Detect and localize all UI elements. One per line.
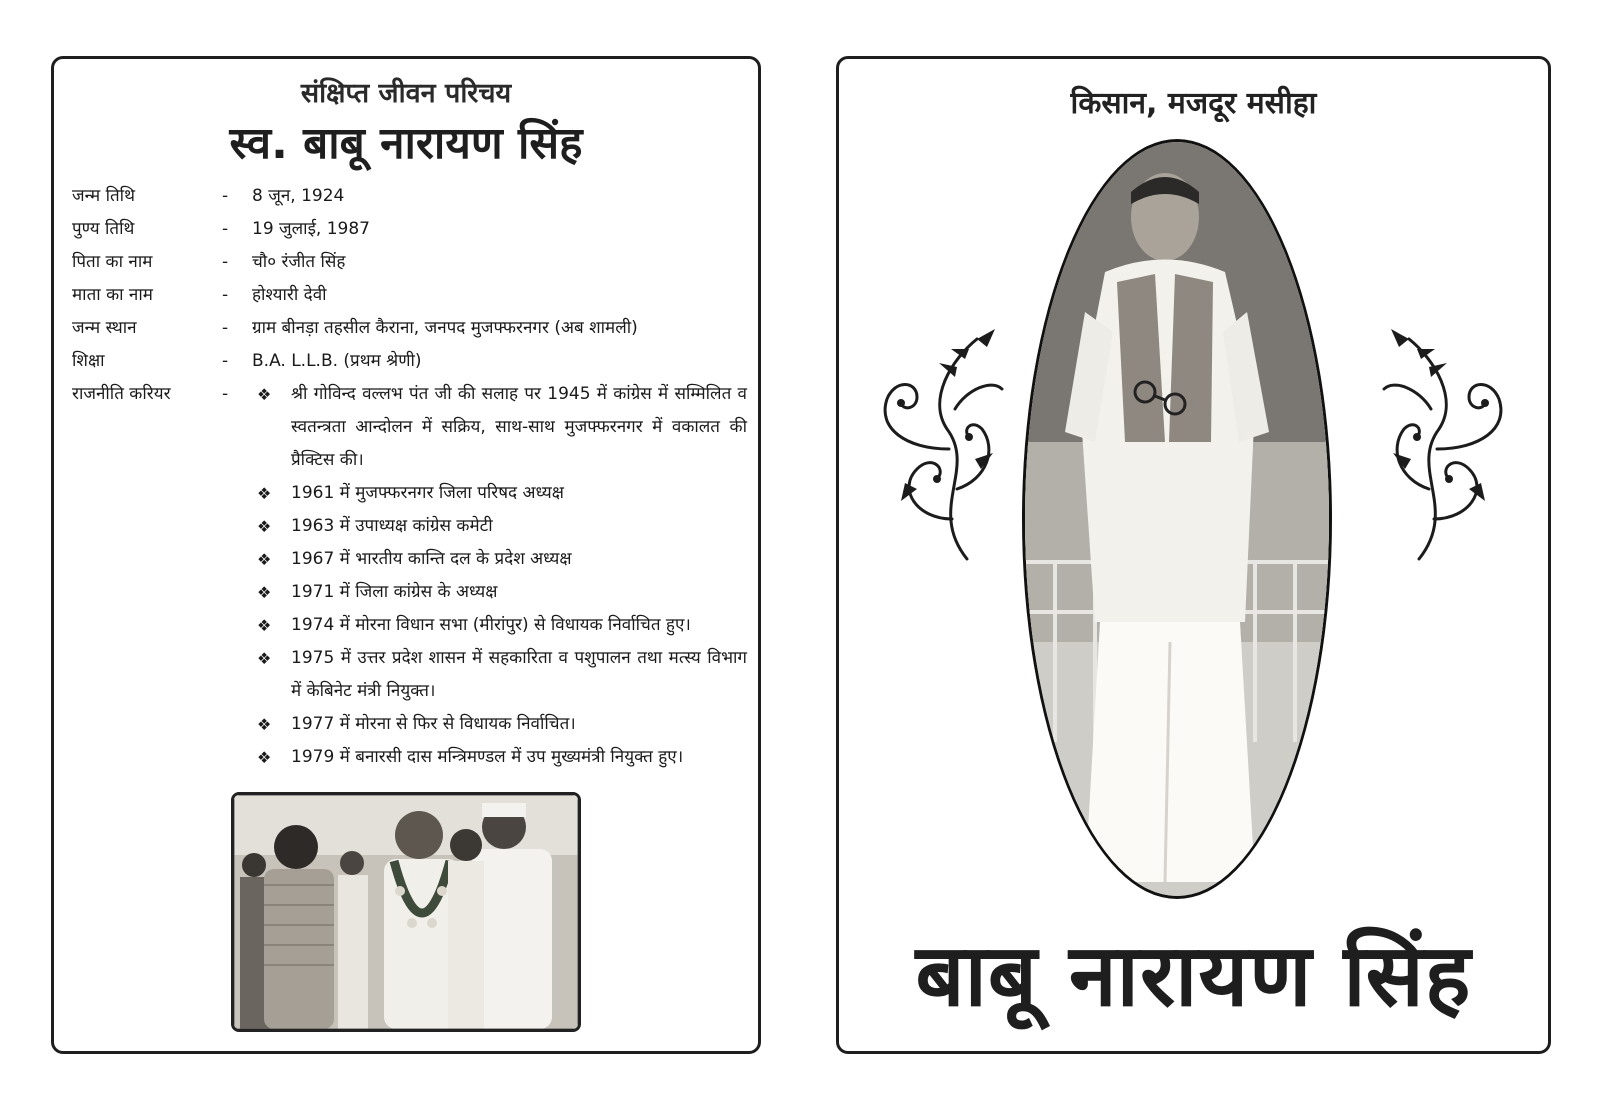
info-row-birth-place: [72, 312, 752, 345]
info-dash: -: [222, 351, 229, 371]
bullet-icon: ❖: [257, 649, 272, 668]
career-item-text: 1963 में उपाध्यक्ष कांग्रेस कमेटी: [291, 516, 493, 536]
info-row-mother-name: [72, 279, 752, 312]
biography-heading: संक्षिप्त जीवन परिचय: [300, 78, 512, 109]
bullet-icon: ❖: [257, 517, 272, 536]
career-label: राजनीति करियर: [72, 384, 171, 404]
info-row-father-name: [72, 246, 752, 279]
info-value: 19 जुलाई, 1987: [252, 219, 370, 239]
career-item-text: 1977 में मोरना से फिर से विधायक निर्वाचित।: [291, 714, 576, 734]
info-dash: -: [222, 252, 229, 272]
career-item-text: 1971 में जिला कांग्रेस के अध्यक्ष: [291, 582, 498, 602]
info-label: माता का नाम: [72, 285, 153, 305]
career-list: [257, 378, 747, 774]
info-dash: -: [222, 186, 229, 206]
career-item-text: श्री गोविन्द वल्लभ पंत जी की सलाह पर 1945 में कांग्रेस में सम्मिलित व स्वतन्त्रता आन्दोलन में सक्रिय, साथ-साथ मुजफ्फरनगर में वकालत की प्रैक्टिस की।: [291, 384, 747, 470]
bullet-icon: ❖: [257, 484, 272, 503]
info-row-education: [72, 345, 752, 378]
career-item-text: 1974 में मोरना विधान सभा (मीरांपुर) से विधायक निर्वाचित हुए।: [291, 615, 691, 635]
info-label: जन्म तिथि: [72, 186, 135, 206]
floral-flourish-left-icon: [857, 319, 1007, 569]
info-label: पुण्य तिथि: [72, 219, 135, 239]
bullet-icon: ❖: [257, 715, 272, 734]
info-row-death-date: [72, 213, 752, 246]
career-item: [257, 576, 747, 609]
career-item-text: 1967 में भारतीय कान्ति दल के प्रदेश अध्यक्ष: [291, 549, 572, 569]
portrait-illustration: [1025, 142, 1329, 896]
info-label: शिक्षा: [72, 351, 105, 371]
info-value: होश्यारी देवी: [252, 285, 327, 305]
bullet-icon: ❖: [257, 583, 272, 602]
cover-panel: [836, 56, 1551, 1054]
info-label: जन्म स्थान: [72, 318, 137, 338]
career-item-text: 1975 में उत्तर प्रदेश शासन में सहकारिता व पशुपालन तथा मत्स्य विभाग में केबिनेट मंत्री नियुक्त।: [291, 648, 747, 701]
group-photo-illustration: [234, 795, 578, 1029]
bullet-icon: ❖: [257, 748, 272, 767]
career-item: [257, 510, 747, 543]
cover-name: बाबू नारायण सिंह: [915, 926, 1472, 1026]
career-item: [257, 741, 747, 774]
floral-flourish-right-icon: [1379, 319, 1529, 569]
career-item: [257, 642, 747, 708]
career-dash: -: [222, 384, 229, 404]
info-value: चौ० रंजीत सिंह: [252, 252, 346, 272]
bullet-icon: ❖: [257, 385, 272, 404]
info-dash: -: [222, 318, 229, 338]
career-item-text: 1961 में मुजफ्फरनगर जिला परिषद अध्यक्ष: [291, 483, 564, 503]
info-value: 8 जून, 1924: [252, 186, 345, 206]
info-row-birth-date: [72, 180, 752, 213]
career-item-text: 1979 में बनारसी दास मन्त्रिमण्डल में उप मुख्यमंत्री नियुक्त हुए।: [291, 747, 684, 767]
portrait-photo: [1022, 139, 1332, 899]
info-value: ग्राम बीनड़ा तहसील कैराना, जनपद मुजफ्फरनगर (अब शामली): [252, 318, 638, 338]
tagline: किसान, मजदूर मसीहा: [1070, 86, 1317, 121]
info-list: [72, 180, 752, 378]
biography-name: स्व. बाबू नारायण सिंह: [229, 118, 583, 169]
career-item: [257, 378, 747, 477]
career-item: [257, 708, 747, 741]
career-item: [257, 477, 747, 510]
career-item: [257, 609, 747, 642]
info-dash: -: [222, 285, 229, 305]
bullet-icon: ❖: [257, 616, 272, 635]
bullet-icon: ❖: [257, 550, 272, 569]
info-value: B.A. L.L.B. (प्रथम श्रेणी): [252, 351, 422, 371]
group-photo: [231, 792, 581, 1032]
career-item: [257, 543, 747, 576]
biography-panel: [51, 56, 761, 1054]
info-dash: -: [222, 219, 229, 239]
info-label: पिता का नाम: [72, 252, 153, 272]
